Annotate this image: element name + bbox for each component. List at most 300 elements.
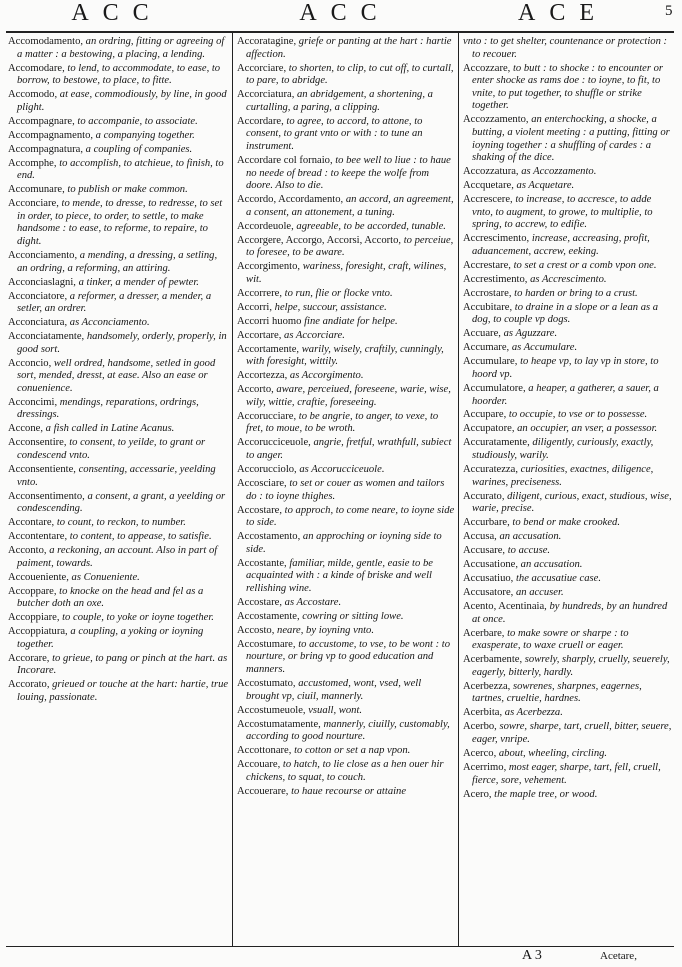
headword: Accostare, <box>237 596 282 608</box>
dictionary-entry <box>463 587 674 600</box>
headword: Accorare, <box>8 652 50 664</box>
dictionary-entry <box>463 36 674 61</box>
definition: the maple tree, or wood. <box>491 788 598 800</box>
dictionary-entry <box>237 330 455 343</box>
headword: Accostare, <box>237 504 282 516</box>
dictionary-entry <box>463 409 674 422</box>
headword: Accomodo, <box>8 89 58 101</box>
dictionary-entry <box>237 344 455 369</box>
dictionary-entry <box>8 250 229 275</box>
headword: Acerbare, <box>463 627 505 639</box>
dictionary-entry <box>8 531 229 544</box>
dictionary-entry <box>463 517 674 530</box>
dictionary-entry <box>463 63 674 113</box>
definition: to accustome, to vse, to be wont : to nourture, or bring vp to good education and manners. <box>246 638 451 676</box>
headword: Accozzatura, <box>463 166 519 178</box>
dictionary-entry <box>463 573 674 586</box>
definition: grieued or touche at the hart: hartie, true louing, passionate. <box>17 679 229 704</box>
dictionary-entry <box>463 531 674 544</box>
dictionary-entry <box>237 611 455 624</box>
dictionary-entry <box>463 302 674 327</box>
dictionary-entry <box>237 639 455 677</box>
definition: to hatch, to lie close as a hen ouer hir chickens, to squat, to couch. <box>246 759 444 783</box>
headword: Accottonare, <box>237 745 292 757</box>
headword: Accordo, Accordamento, <box>237 194 344 206</box>
dictionary-entry <box>463 166 674 179</box>
headword: Accoueniente, <box>8 571 69 583</box>
headword: Accompagnare, <box>8 115 75 127</box>
dictionary-entry <box>237 384 455 409</box>
definition: an accusation. <box>518 559 583 571</box>
definition: a reckoning, an account. Also in part of paiment, towards. <box>17 545 218 569</box>
dictionary-entry <box>237 288 455 301</box>
definition: by hundreds, by an hundred at once. <box>472 601 668 625</box>
headword: Acerbo, <box>463 721 497 733</box>
headword: Acconciaslagni, <box>8 276 76 288</box>
dictionary-entry <box>237 221 455 234</box>
dictionary-entry <box>463 328 674 341</box>
headword: Accurbare, <box>463 517 510 529</box>
definition: to set or couer as women and tailors do : to ioyne thighes. <box>246 478 445 502</box>
dictionary-entry <box>8 653 229 678</box>
headword: Acento, Acentinaia, <box>463 601 547 613</box>
headword: Accoratagine, <box>237 36 297 47</box>
dictionary-entry <box>8 586 229 611</box>
dictionary-entry <box>8 144 229 157</box>
definition: mannerly, ciuilly, customably, according to good nourture. <box>246 718 450 743</box>
definition: an accuser. <box>513 587 564 599</box>
dictionary-entry <box>237 316 455 329</box>
headword: Accoppare, <box>8 585 57 597</box>
dictionary-entry <box>237 531 455 556</box>
running-head-right: ACE <box>518 0 608 26</box>
definition: as Accumulare. <box>509 342 578 354</box>
dictionary-entry <box>463 274 674 287</box>
dictionary-entry <box>237 464 455 477</box>
column-2 <box>237 36 455 941</box>
dictionary-entry <box>463 260 674 273</box>
definition: neare, by ioyning vnto. <box>274 624 375 636</box>
dictionary-entry <box>463 491 674 516</box>
definition: a fish called in Latine Acanus. <box>43 423 175 435</box>
dictionary-entry <box>8 545 229 570</box>
dictionary-entry <box>8 277 229 290</box>
headword: Accortare, <box>237 329 282 341</box>
dictionary-entry <box>237 437 455 462</box>
definition: increase, accreasing, profit, aduancement, accrew, eeking. <box>472 233 650 257</box>
headword: Acerrimo, <box>463 761 507 773</box>
dictionary-entry <box>8 331 229 356</box>
definition: accustomed, wont, vsed, well brought vp, ciuil, mannerly. <box>246 678 422 702</box>
headword: Accordare, <box>237 115 284 127</box>
headword: Accubitare, <box>463 301 513 313</box>
column-1 <box>8 36 229 941</box>
catchword: Acetare, <box>600 950 637 962</box>
dictionary-entry <box>8 464 229 489</box>
headword: Accorgere, Accorgo, Accorsi, Accorto, <box>237 234 402 246</box>
dictionary-entry <box>8 317 229 330</box>
headword: Accomunare, <box>8 184 65 196</box>
definition: to knocke on the head and fel as a butcher doth an oxe. <box>17 585 204 610</box>
dictionary-entry <box>237 678 455 703</box>
headword: Accrescimento, <box>463 233 530 245</box>
headword: Accostamento, <box>237 531 301 543</box>
headword: Accosto, <box>237 624 275 636</box>
definition: to accomplish, to atchieue, to finish, to end. <box>17 157 224 182</box>
headword: Acerco, <box>463 747 497 759</box>
dictionary-entry <box>8 184 229 197</box>
dictionary-entry <box>463 114 674 164</box>
definition: handsomely, orderly, properly, in good sort. <box>17 331 227 355</box>
headword: Accusatiuo, <box>463 573 514 585</box>
definition: to occupie, to vse or to possesse. <box>506 409 648 421</box>
definition: to harden or bring to a crust. <box>511 287 638 299</box>
definition: to couple, to yoke or ioyne together. <box>59 612 214 624</box>
dictionary-entry <box>463 233 674 258</box>
dictionary-entry <box>237 370 455 383</box>
definition: to accuse. <box>505 545 551 557</box>
dictionary-entry <box>237 63 455 88</box>
definition: to bend or make crooked. <box>509 517 620 529</box>
headword: Accrescere, <box>463 194 513 206</box>
headword: Accomodare, <box>8 62 65 74</box>
headword: Accontare, <box>8 517 55 529</box>
dictionary-entry <box>8 89 229 114</box>
headword: Accquetare, <box>463 180 514 192</box>
definition: cowring or sitting lowe. <box>299 610 404 622</box>
definition: as Acconciamento. <box>67 317 150 329</box>
dictionary-entry <box>237 786 455 799</box>
headword: Accompagnatura, <box>8 143 84 155</box>
headword: Acero, <box>463 788 492 800</box>
dictionary-entry <box>463 789 674 802</box>
definition: as Accrescimento. <box>527 273 607 285</box>
definition: to approch, to come neare, to ioyne side to side. <box>246 504 455 529</box>
dictionary-entry <box>463 628 674 653</box>
definition: agreeable, to be accorded, tunable. <box>293 220 446 232</box>
dictionary-entry <box>237 625 455 638</box>
dictionary-entry <box>8 612 229 625</box>
headword: Accorto, <box>237 384 274 396</box>
definition: an accusation. <box>496 531 562 543</box>
headword: Accomodamento, <box>8 36 84 47</box>
running-head-left: ACC <box>71 0 163 26</box>
definition: an accord, an agreement, a consent, an attonement, a tuning. <box>246 194 454 218</box>
definition: an enterchocking, a shocke, a butting, a violent meeting : a putting, fitting or ioyning together : a shuffling of cardes : a shaking of the dice. <box>472 114 670 164</box>
dictionary-entry <box>237 302 455 315</box>
dictionary-entry <box>237 745 455 758</box>
definition: as Aguzzare. <box>500 328 558 340</box>
definition: to run, flie or flocke vnto. <box>282 287 393 299</box>
definition: as Acerbezza. <box>502 707 563 719</box>
definition: to perceiue, to foresee, to be aware. <box>246 234 454 259</box>
column-3 <box>463 36 674 941</box>
headword: Accordeuole, <box>237 220 294 232</box>
headword: Accortezza, <box>237 370 288 382</box>
definition: a heaper, a gatherer, a sauer, a hoorder. <box>472 382 659 407</box>
definition: vnto : to get shelter, countenance or protection : to recouer. <box>463 36 668 60</box>
definition: fine andiate for helpe. <box>301 315 398 327</box>
dictionary-entry <box>237 478 455 503</box>
dictionary-entry <box>237 411 455 436</box>
headword: Accusatione, <box>463 559 519 571</box>
definition: an approching or ioyning side to side. <box>246 531 442 555</box>
definition: to lend, to accommodate, to ease, to borrow, to bestowe, to place, to fitte. <box>17 62 221 87</box>
headword: Acerbamente, <box>463 654 523 666</box>
definition: diligent, curious, exact, studious, wise, warie, precise. <box>472 490 672 515</box>
definition: curiosities, exactnes, diligence, warines, preciseness. <box>472 464 654 488</box>
dictionary-entry <box>463 464 674 489</box>
definition: most eager, sharpe, tart, fell, cruell, fierce, sore, vehement. <box>472 761 661 786</box>
dictionary-entry <box>8 626 229 651</box>
dictionary-entry <box>237 235 455 260</box>
headword: Acconciatura, <box>8 317 68 329</box>
definition: as Acquetare. <box>513 180 575 192</box>
dictionary-entry <box>463 180 674 193</box>
headword: Accouare, <box>237 759 281 771</box>
definition: to accompanie, to associate. <box>74 115 198 127</box>
definition: to bee well to liue : to haue no neede of bread : to keepe the wolfe from doore. Also to die. <box>246 154 451 192</box>
definition: angrie, fretful, wrathfull, subiect to anger. <box>246 437 452 462</box>
headword: Accorato, <box>8 679 50 691</box>
dictionary-entry <box>8 679 229 704</box>
headword: Accortamente, <box>237 343 300 355</box>
definition: well ordred, handsome, setled in good sort, mended, dresst, at ease. Also an ease or conuenience. <box>17 357 216 394</box>
definition: familiar, milde, gentle, easie to be acquainted with : a kinde of briske and well rellishing wine. <box>246 557 433 594</box>
headword: Acconcimi, <box>8 396 58 408</box>
headword: Accostamente, <box>237 610 300 622</box>
running-head-center: ACC <box>299 0 391 26</box>
headword: Accorucciolo, <box>237 464 297 476</box>
headword: Acerbita, <box>463 707 503 719</box>
definition: to content, to appease, to satisfie. <box>67 531 212 543</box>
dictionary-entry <box>237 194 455 219</box>
headword: Acconciamento, <box>8 250 78 262</box>
dictionary-entry <box>237 116 455 154</box>
dictionary-entry <box>463 194 674 232</box>
headword: Accorrere, <box>237 287 282 299</box>
dictionary-entry <box>463 437 674 462</box>
headword: Accupatore, <box>463 423 515 435</box>
dictionary-entry <box>237 36 455 61</box>
dictionary-entry <box>8 36 229 61</box>
headword: Accontentare, <box>8 531 68 543</box>
headword: Accusare, <box>463 545 506 557</box>
dictionary-entry <box>463 559 674 572</box>
footer-rule <box>6 946 674 947</box>
definition: to heape vp, to lay vp in store, to hoord vp. <box>472 356 659 380</box>
headword: Acerbezza, <box>463 680 511 692</box>
definition: an ordring, fitting or agreeing of a matter : a bestowing, a placing, a lending. <box>17 36 225 60</box>
definition: to set a crest or a comb vpon one. <box>510 259 657 271</box>
dictionary-entry <box>8 130 229 143</box>
definition: a coupling, a yoking or ioyning together. <box>17 626 204 650</box>
dictionary-entry <box>463 654 674 679</box>
dictionary-entry <box>463 342 674 355</box>
headword: Accorciare, <box>237 62 287 74</box>
dictionary-entry <box>237 89 455 114</box>
definition: as Accorciare. <box>281 329 345 341</box>
dictionary-entry <box>8 437 229 462</box>
definition: to shorten, to clip, to cut off, to curtall, to pare, to abridge. <box>246 62 454 87</box>
dictionary-entry <box>237 505 455 530</box>
definition: vsuall, wont. <box>305 704 363 716</box>
dictionary-entry <box>463 707 674 720</box>
dictionary-entry <box>237 719 455 744</box>
headword: Accumulatore, <box>463 382 526 394</box>
headword: Acconsentiente, <box>8 464 76 476</box>
dictionary-entry <box>237 705 455 718</box>
headword: Accostumato, <box>237 678 296 690</box>
headword: Accozzamento, <box>463 114 529 126</box>
headword: Accostante, <box>237 557 287 569</box>
definition: a mending, a dressing, a setling, an ordring, a reforming, an attiring. <box>17 250 218 274</box>
signature-mark: A 3 <box>522 948 542 963</box>
dictionary-entry <box>237 155 455 193</box>
headword: Accurato, <box>463 490 505 502</box>
headword: Acconsentimento, <box>8 490 85 502</box>
headword: Accrestimento, <box>463 273 528 285</box>
dictionary-entry <box>8 517 229 530</box>
column-divider <box>458 33 459 946</box>
definition: to grieue, to pang or pinch at the hart. as Incorare. <box>17 652 228 677</box>
definition: to increase, to accresce, to adde vnto, to augment, to growe, to multiplie, to spring, to accrew, to edifie. <box>472 194 653 231</box>
definition: to agree, to accord, to attone, to consent, to grant vnto or with : to tune an instrument. <box>246 115 423 152</box>
column-divider <box>232 33 233 946</box>
headword: Accorucciceuole, <box>237 437 311 449</box>
headword: Accordare col fornaio, <box>237 154 333 166</box>
dictionary-entry <box>8 116 229 129</box>
headword: Accuratamente, <box>463 437 530 449</box>
definition: diligently, curiously, exactly, studiously, warily. <box>472 437 654 462</box>
dictionary-entry <box>237 261 455 286</box>
definition: consenting, accessarie, yeelding vnto. <box>17 464 216 488</box>
definition: an occupier, an vser, a possessor. <box>514 423 658 435</box>
dictionary-entry <box>463 681 674 706</box>
definition: as Accorucciceuole. <box>296 464 385 476</box>
headword: Accostumare, <box>237 638 296 650</box>
definition: warily, wisely, craftily, cunningly, with foresight, wittily. <box>246 343 444 368</box>
headword: Accorucciare, <box>237 410 297 422</box>
definition: griefe or panting at the hart : hartie affection. <box>246 36 452 60</box>
definition: about, wheeling, circling. <box>496 747 608 759</box>
dictionary-entry <box>463 748 674 761</box>
dictionary-entry <box>237 558 455 596</box>
headword: Accorri, <box>237 301 272 313</box>
definition: helpe, succour, assistance. <box>272 301 387 313</box>
definition: as Conueniente. <box>68 571 140 583</box>
definition: to publish or make common. <box>64 184 188 196</box>
headword: Accoppiatura, <box>8 626 68 638</box>
headword: Accumulare, <box>463 356 518 368</box>
dictionary-entry <box>463 601 674 626</box>
page-number: 5 <box>665 3 673 19</box>
definition: at ease, commodiously, by line, in good plight. <box>17 89 227 113</box>
definition: sowrenes, sharpnes, eagernes, tartnes, crueltie, hardnes. <box>472 680 642 705</box>
headword: Accozzare, <box>463 62 511 74</box>
definition: to cotton or set a nap vpon. <box>291 745 411 757</box>
dictionary-entry <box>463 356 674 381</box>
headword: Acconto, <box>8 545 47 557</box>
headword: Acconsentire, <box>8 437 67 449</box>
headword: Acconciatamente, <box>8 331 85 343</box>
definition: sowre, sharpe, tart, cruell, bitter, seuere, eager, vnripe. <box>472 721 672 745</box>
definition: to count, to reckon, to number. <box>54 517 186 529</box>
definition: to consent, to yeilde, to grant or condescend vnto. <box>17 437 206 462</box>
headword: Accusa, <box>463 531 497 543</box>
headword: Accusatore, <box>463 587 514 599</box>
definition: the accusatiue case. <box>513 573 601 585</box>
definition: mendings, reparations, ordrings, dressings. <box>17 396 199 421</box>
headword: Accuare, <box>463 328 501 340</box>
definition: to butt : to shocke : to encounter or enter shocke as rams doe : to ioyne, to fit, to vnite, to put together, to shuffle or strike together. <box>472 62 664 112</box>
definition: as Accorgimento. <box>287 370 364 382</box>
dictionary-entry <box>463 383 674 408</box>
headword: Accouerare, <box>237 785 289 797</box>
definition: to draine in a slope or a lean as a dog, to couple vp dogs. <box>472 301 659 326</box>
dictionary-entry <box>237 759 455 784</box>
definition: to haue recourse or attaine <box>288 785 407 797</box>
definition: as Accostare. <box>282 596 342 608</box>
headword: Acconciatore, <box>8 290 68 302</box>
headword: Accuratezza, <box>463 464 518 476</box>
dictionary-entry <box>8 491 229 516</box>
headword: Accostumatamente, <box>237 718 321 730</box>
definition: aware, perceiued, foreseene, warie, wise, wily, wittie, craftie, foreseeing. <box>246 384 451 408</box>
dictionary-entry <box>463 545 674 558</box>
definition: wariness, foresight, craft, wilines, wit. <box>246 261 447 285</box>
dictionary-entry <box>8 198 229 248</box>
definition: a reformer, a dresser, a mender, a setler, an ordrer. <box>17 290 212 315</box>
dictionary-entry <box>463 762 674 787</box>
definition: a consent, a grant, a yeelding or condescending. <box>17 490 226 515</box>
headword: Accomphe, <box>8 157 57 169</box>
definition: to make sowre or sharpe : to exasperate, to waxe cruell or eager. <box>472 627 629 652</box>
headword: Accrestare, <box>463 259 511 271</box>
definition: as Accozzamento. <box>518 166 597 178</box>
definition: sowrely, sharply, cruelly, seuerely, eagerly, bitterly, hardly. <box>472 654 670 678</box>
dictionary-entry <box>8 158 229 183</box>
headword: Acconciare, <box>8 198 59 210</box>
dictionary-entry <box>463 423 674 436</box>
headword: Accorri huomo <box>237 315 302 327</box>
headword: Accupare, <box>463 409 507 421</box>
definition: a coupling of companies. <box>83 143 193 155</box>
dictionary-entry <box>8 358 229 396</box>
headword: Acconcio, <box>8 357 52 369</box>
headword: Accrostare, <box>463 287 512 299</box>
dictionary-entry <box>8 423 229 436</box>
headword: Accostumeuole, <box>237 704 306 716</box>
definition: to mende, to dresse, to redresse, to set in order, to piece, to order, to settle, to make handsome : to ease, to reforme, to repaire, to dight. <box>17 198 223 248</box>
headword: Accosciare, <box>237 478 287 490</box>
dictionary-entry <box>8 291 229 316</box>
header-rule <box>6 31 674 33</box>
headword: Accone, <box>8 423 43 435</box>
headword: Accorciatura, <box>237 89 295 101</box>
dictionary-entry <box>237 597 455 610</box>
definition: to be angrie, to anger, to vexe, to fret, to moue, to be wroth. <box>246 410 439 435</box>
headword: Accompagnamento, <box>8 129 94 141</box>
dictionary-entry <box>8 63 229 88</box>
dictionary-entry <box>463 288 674 301</box>
definition: an abridgement, a shortening, a curtalling, a paring, a clipping. <box>246 89 433 113</box>
definition: a companying together. <box>93 129 195 141</box>
headword: Accumare, <box>463 342 510 354</box>
dictionary-entry <box>463 721 674 746</box>
definition: a tinker, a mender of pewter. <box>75 276 199 288</box>
dictionary-entry <box>8 397 229 422</box>
